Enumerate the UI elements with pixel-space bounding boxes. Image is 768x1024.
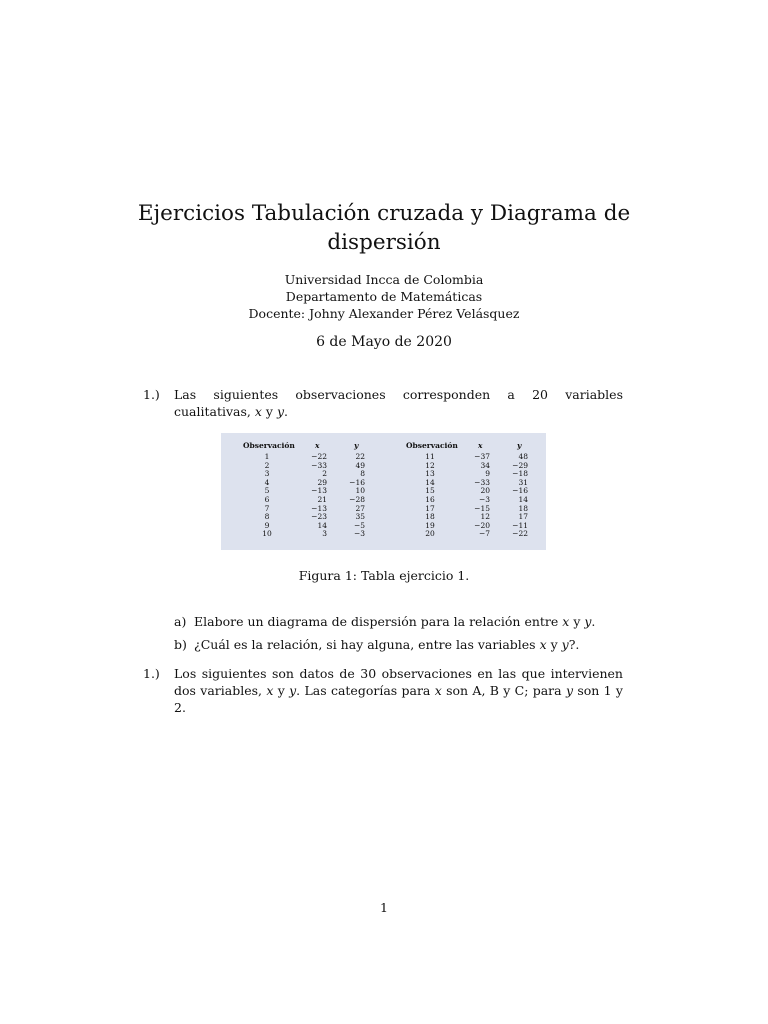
question-b-label: b) (174, 637, 187, 652)
table-cell: 6 (264, 494, 270, 504)
table-cell: 14 (317, 520, 327, 530)
exercise-2 (143, 665, 623, 716)
title-line-2: dispersión (327, 230, 441, 255)
table-cell: 4 (264, 477, 270, 487)
university-name: Universidad Incca de Colombia (284, 272, 484, 287)
column-observacion (257, 453, 277, 539)
table-cell: −28 (349, 494, 365, 504)
table-cell: 14 (425, 477, 435, 487)
table-left-half (221, 433, 383, 550)
table-cell: −33 (474, 477, 490, 487)
table-cell: −3 (353, 529, 365, 539)
table-cell: −13 (311, 503, 327, 513)
table-cell: −33 (311, 460, 327, 470)
table-cell: 2 (264, 460, 270, 470)
teacher-name: Docente: Johny Alexander Pérez Velásquez (248, 306, 520, 321)
table-cell: 19 (425, 520, 435, 530)
table-cell: −7 (478, 529, 490, 539)
column-observacion (420, 453, 440, 539)
column-y (343, 453, 365, 539)
exercise-1 (143, 386, 623, 420)
question-a (174, 613, 634, 630)
table-cell: 8 (360, 469, 365, 479)
header-x: x (315, 441, 320, 450)
table-cell: 9 (485, 469, 490, 479)
table-cell: −20 (474, 520, 490, 530)
title-line-1: Ejercicios Tabulación cruzada y Diagrama de (137, 201, 631, 226)
table-cell: 21 (317, 494, 327, 504)
document-date: 6 de Mayo de 2020 (316, 334, 452, 350)
header-observacion: Observación (406, 441, 458, 450)
table-cell: 18 (518, 503, 528, 513)
affiliation-block (0, 271, 768, 322)
exercise-2-number: 1.) (143, 666, 160, 681)
table-cell: 10 (262, 529, 272, 539)
question-b (174, 636, 634, 653)
exercise-2-text: Los siguientes son datos de 30 observaciones en las que intervienen dos variables, x y y. Las categorías para x son A, B y C; para y son 1 y 2. (174, 666, 623, 715)
data-table (221, 433, 546, 550)
table-cell: 15 (425, 486, 435, 496)
table-cell: −3 (478, 494, 490, 504)
page-number: 1 (380, 900, 388, 915)
table-cell: −13 (311, 486, 327, 496)
column-x (305, 453, 327, 539)
exercise-1-number: 1.) (143, 387, 160, 402)
header-x: x (478, 441, 483, 450)
table-cell: 20 (425, 529, 435, 539)
table-cell: −37 (474, 452, 490, 461)
table-cell: 5 (264, 486, 270, 496)
table-cell: 14 (518, 494, 528, 504)
table-cell: 17 (518, 512, 528, 522)
table-cell: 2 (322, 469, 327, 479)
table-cell: 10 (355, 486, 365, 496)
table-cell: 7 (264, 503, 270, 513)
table-cell: 16 (425, 494, 435, 504)
table-cell: 8 (264, 512, 270, 522)
table-cell: 29 (317, 477, 327, 487)
document-title (0, 199, 768, 257)
table-cell: −16 (349, 477, 365, 487)
table-cell: 35 (355, 512, 365, 522)
table-cell: 31 (518, 477, 528, 487)
header-y: y (354, 441, 359, 450)
table-cell: 49 (355, 460, 365, 470)
table-cell: −18 (512, 469, 528, 479)
table-cell: −11 (512, 520, 528, 530)
table-cell: 12 (480, 512, 490, 522)
department-name: Departamento de Matemáticas (285, 289, 483, 304)
table-cell: 20 (480, 486, 490, 496)
table-cell: 27 (355, 503, 365, 513)
table-cell: 17 (425, 503, 435, 513)
header-y: y (517, 441, 522, 450)
column-x (468, 453, 490, 539)
table-cell: 18 (425, 512, 435, 522)
column-y (506, 453, 528, 539)
table-cell: 3 (264, 469, 270, 479)
table-cell: 1 (264, 452, 270, 461)
table-cell: 9 (264, 520, 270, 530)
table-cell: 11 (425, 452, 435, 461)
table-cell: −15 (474, 503, 490, 513)
table-cell: 48 (518, 452, 528, 461)
question-a-text: Elabore un diagrama de dispersión para la relación entre x y y. (194, 614, 596, 629)
exercise-1-text: Las siguientes observaciones corresponden a 20 variables cualitativas, x y y. (174, 387, 623, 419)
table-cell: 3 (322, 529, 327, 539)
question-b-text: ¿Cuál es la relación, si hay alguna, entre las variables x y y?. (194, 637, 580, 652)
table-right-half (384, 433, 546, 550)
question-a-label: a) (174, 614, 187, 629)
table-cell: −22 (311, 452, 327, 461)
figure-caption: Figura 1: Tabla ejercicio 1. (298, 568, 470, 583)
table-cell: 34 (480, 460, 490, 470)
table-cell: −16 (512, 486, 528, 496)
header-observacion: Observación (243, 441, 295, 450)
table-cell: −29 (512, 460, 528, 470)
table-cell: −5 (353, 520, 365, 530)
table-cell: 13 (425, 469, 435, 479)
table-cell: −23 (311, 512, 327, 522)
table-cell: 22 (355, 452, 365, 461)
table-cell: 12 (425, 460, 435, 470)
table-cell: −22 (512, 529, 528, 539)
